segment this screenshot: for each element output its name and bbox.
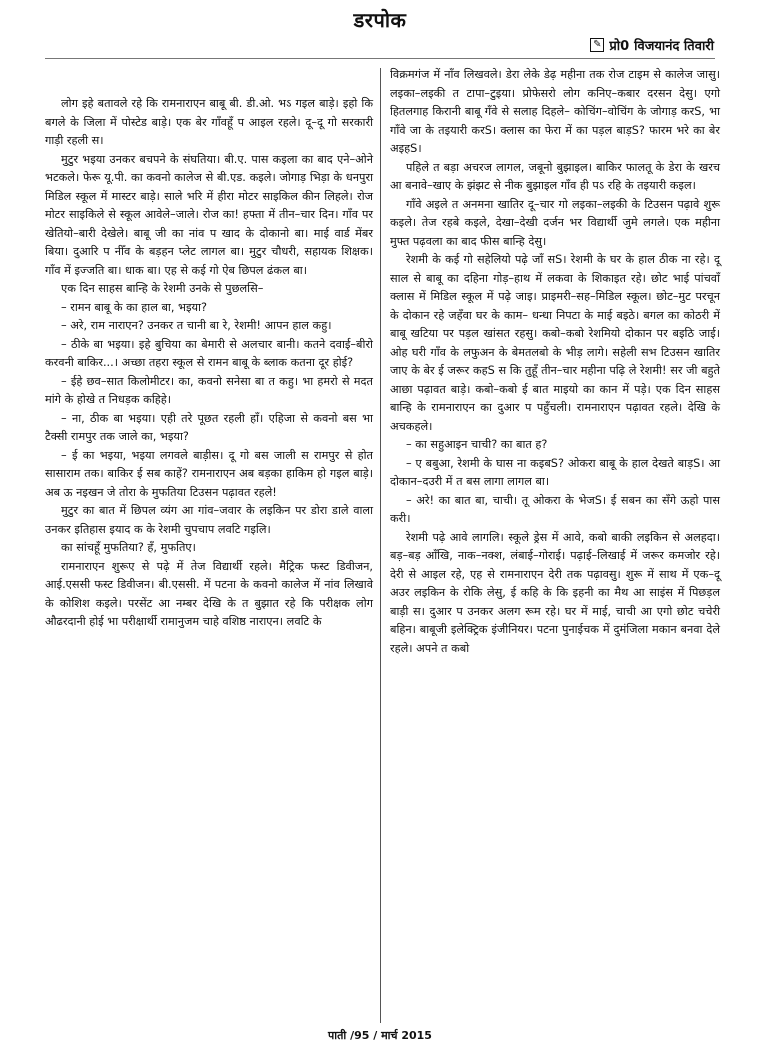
- page-footer: [0, 1028, 760, 1043]
- dialog-line: – ठीके बा भइया। इहे बुचिया का बेमारी से अलचार बानी। कतने दवाई–बीरो करवनी बाकिर...। अच्छा तहरा स्कूल से रामन बाबू के ब्लाक कतना दूर होई?: [45, 337, 373, 369]
- dialog-line: – ई का भइया, भइया लगवले बाड़ीस। दू गो बस जाली स रामपुर से होत सासाराम तक। बाकिर ई सब काहें? रामनाराएन अब बड़का हाकिम हो गइल बाड़े। अब ऊ नइखन जे तोरा के मुफतिया टिउसन पढ़ावत रहले!: [45, 448, 373, 499]
- right-column: [390, 66, 720, 658]
- dialog-line: – का सहुआइन चाची? का बात ह?: [406, 438, 548, 451]
- paragraph: मुटुर का बात में छिपल व्यंग आ गांव–जवार के लइकिन पर डोरा डाले वाला उनकर इतिहास इयाद क के रेशमी चुपचाप लवटि गइलि।: [45, 504, 373, 536]
- footer-magazine: पाती: [328, 1029, 347, 1042]
- paragraph: मुटुर भइया उनकर बचपने के संघतिया। बी.ए. पास कइला का बाद एने–ओने भटकले। फेरू यू.पी. का कवनो कालेज से बी.एड. कइले। जोगाड़ भिड़ा के धनपुरा मिडिल स्कूल में मास्टर बाड़े। साले भरि में हीरा मोटर साइकिल कीन लिहले। रोज मोटर साइकिले से स्कूल आवेले–जाले। रोज का! हफ्ता में तीन–चार दिन। गाँव पर खेतियो–बारी देखेले। बाबू जी का नांव प खाद के दोकानो बा। माई वार्ड मेंबर बिया। दुआरि प नीँव के बड़हन प्लेट लागल बा। मुटुर चौधरी, सहायक शिक्षक। गाँव में इज्जति बा। धाक बा। एह से कई गो ऐब छिपल ढंकल बा।: [45, 152, 373, 277]
- paragraph: विक्रमगंज में नाँव लिखवले। डेरा लेके डेढ़ महीना तक रोज टाइम से कालेज जासु। लइका–लइकी त टापा–टुइया। प्रोफेसरो लोग कनिए–कबार दरसन देसु। एगो हितलगाह किरानी बाबू गँवे से सलाह दिहले– कोचिंग–वोचिंग के जोगाड़ करS, भा गाँवे जा के तइयारी करS। क्लास का फेरा में का पड़ल बाड़S? फारम भरे का बेर अइहS।: [390, 68, 720, 155]
- paragraph: रेशमी के कई गो सहेलियो पढ़े जाँ सS। रेशमी के घर के हाल ठीक ना रहे। दू साल से बाबू का दहिना गोड़–हाथ में लकवा के शिकाइत रहे। छोट भाई पांचवाँ क्लास में मिडिल स्कूल में पढ़े जाइ। प्राइमरी–सह–मिडिल स्कूल। छोट–मुट परचून के दोकान रहे जहँवा घर के काम– धन्धा निपटा के माई बइठे। बगल का कोठरी में बाबू खटिया पर पड़ल खांसत रहसु। कबो–कबो रेशमियो दोकान पर बइठि जाई। ओह घरी गाँव के लफुअन के बेमतलबो के भीड़ लागे। सहेली सभ टिउसन खातिर जाए के बेर ई जरूर कहS स कि तुहूँ तीन–चार महीना पढ़ि ले रेशमी! सर जी बहुते आछा पढ़ावत बाड़े। कबो–कबो ई बात माइयो का कान में पड़े। एक दिन साहस बान्हि के रामनाराएन का दुआर प पहुँचली। रामनाराएन पढ़ावत रहले। देखि के अचकहले।: [390, 253, 720, 433]
- author-name: विजयानंद तिवारी: [634, 39, 714, 54]
- paragraph: एक दिन साहस बान्हि के रेशमी उनके से पुछलसि–: [61, 282, 264, 295]
- paragraph: रेशमी पढ़े आवे लागलि। स्कूले ड्रेस में आवे, कबो बाकी लइकिन से अलहदा। बड़–बड़ आँखि, नाक–नक्श, लंबाई–गोराई। पढ़ाई–लिखाई में जरूर कमजोर रहे। देरी से आइल रहे, एह से रामनाराएन देरी तक पढ़ावसु। शुरू में साथ में एक–दू अउर लइकिन के रोकि लेसु, ई कहि के कि इहनी का मैथ आ साइंस में पिछड़ल बाड़ी स। दुआर प उनकर अलग रूम रहे। घर में माई, चाची आ एगो छोट चचेरी बहिन। बाबूजी इलेक्ट्रिक इंजीनियर। पटना पुनाईचक में दुमंजिला मकान बनवा देले रहले। अपने त कबो: [390, 530, 720, 655]
- dialog-line: – अरे! का बात बा, चाची। तू ओकरा के भेजS। ई सबन का सँगे ऊहो पास करी।: [390, 493, 720, 525]
- header-rule: [45, 58, 715, 59]
- author-prefix: प्रो0: [609, 39, 630, 54]
- dialog-line: – ए बबुआ, रेशमी के घास ना कइबS? ओकरा बाबू के हाल देखते बाड़S। आ दोकान–दउरी में त बस लागा लागल बा।: [390, 456, 720, 488]
- paragraph: गाँवे अइले त अनमना खातिर दू–चार गो लइका–लइकी के टिउसन पढ़ावे शुरू कइले। तेज रहबे कइले, देखा–देखी दर्जन भर विद्यार्थी जुमे लगले। एक महीना मुफ्त पढ़वला का बाद फीस बान्हि देसु।: [390, 197, 720, 248]
- footer-issue: मार्च 2015: [381, 1029, 432, 1042]
- paragraph: पहिले त बड़ा अचरज लागल, जबूनो बुझाइल। बाकिर फालतू के डेरा के खरच आ बनावे–खाए के झंझट से नीक बुझाइल गाँव ही पऽ रहि के तइयारी कइल।: [390, 160, 720, 192]
- dialog-line: – रामन बाबू के का हाल बा, भइया?: [61, 300, 207, 314]
- paragraph: लोग इहे बतावले रहे कि रामनाराएन बाबू बी. डी.ओ. भऽ गइल बाड़े। इहो कि बगले के जिला में पोस्टेड बाड़े। एक बेर गाँवहूँ प आइल रहले। दू–दू गो सरकारी गाड़ी रहली स।: [45, 97, 373, 147]
- column-divider: [380, 68, 381, 1023]
- author-byline: [590, 36, 714, 54]
- page-title: डरपोक: [353, 8, 407, 32]
- pen-icon: ✎: [590, 38, 604, 52]
- dialog-line: – ईहे छव–सात किलोमीटर। का, कवनो सनेसा बा त कहु। भा हमरो से मदत मांगे के होखे त निधड़क कहिहे।: [45, 374, 373, 406]
- paragraph: का सांचहूँ मुफतिया? हँ, मुफतिए।: [61, 541, 196, 554]
- dialog-line: – ना, ठीक बा भइया। एही तरे पूछत रहली हाँ। एहिजा से कवनो बस भा टैक्सी रामपुर तक जाले का, भइया?: [45, 411, 373, 443]
- footer-page-number: /95 /: [350, 1029, 378, 1042]
- left-column: [45, 95, 373, 632]
- paragraph: रामनाराएन शुरूए से पढ़े में तेज विद्यार्थी रहले। मैट्रिक फस्ट डिवीजन, आई.एससी फस्ट डिवीजन। बी.एससी. में पटना के कवनो कालेज में नांव लिखावे के कोशिश कइले। परसेंट आ नम्बर देखि के त बुझात रहे कि परीक्षक लोग औढरदानी होई भा परीक्षार्थी रामानुजम चाहे वशिष्ठ नाराएन। लवटि के: [45, 559, 373, 628]
- dialog-line: – अरे, राम नाराएन? उनकर त चानी बा रे, रेशमी! आपन हाल कहु।: [61, 319, 332, 332]
